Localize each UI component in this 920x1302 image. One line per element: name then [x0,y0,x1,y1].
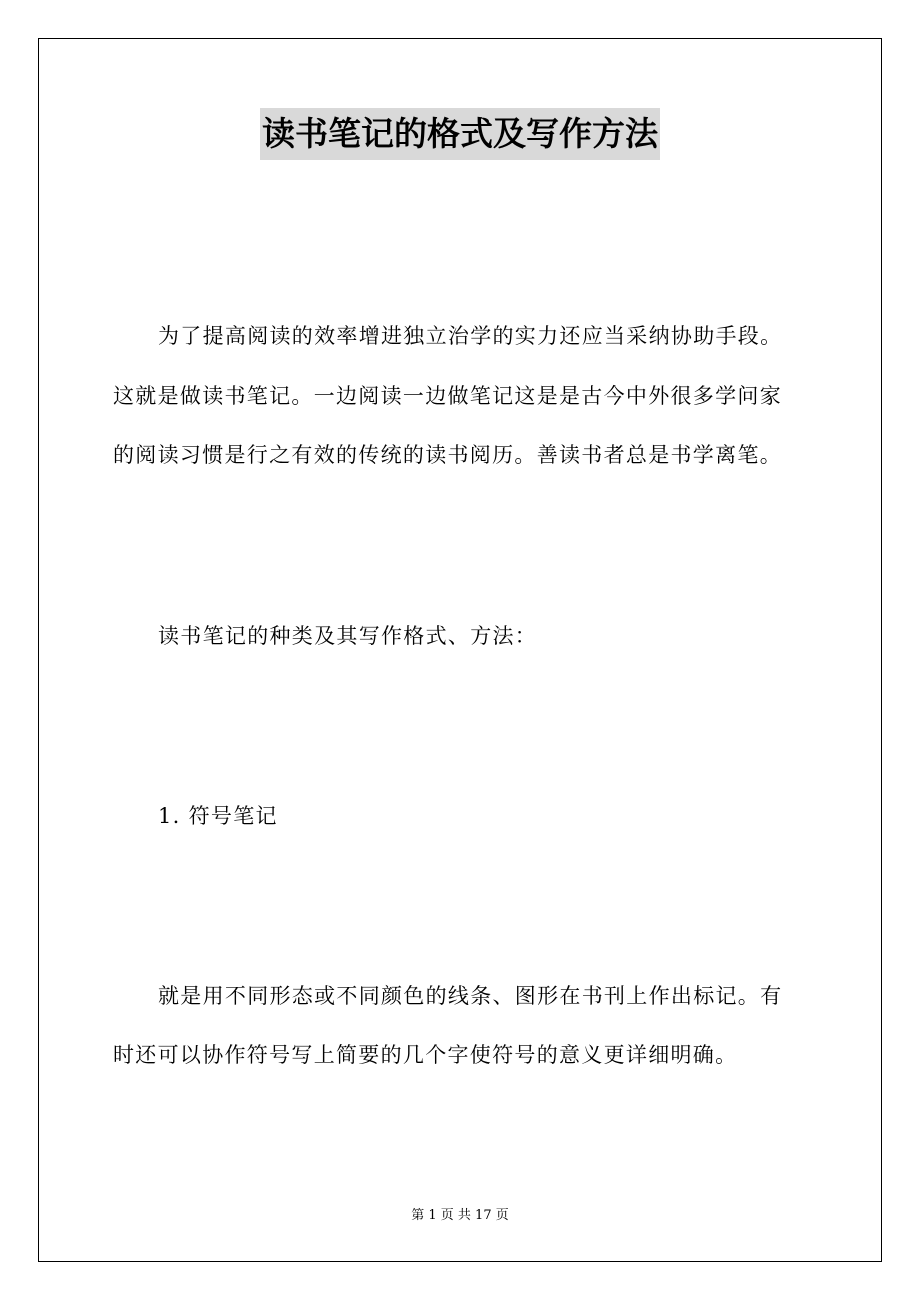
paragraph-1-line-3: 的阅读习惯是行之有效的传统的读书阅历。善读书者总是书学离笔。 [113,443,782,467]
paragraph-1-line-1: 为了提高阅读的效率增进独立治学的实力还应当采纳协助手段。 [158,324,783,348]
document-title [0,108,920,160]
paragraph-1-line-2: 这就是做读书笔记。一边阅读一边做笔记这是是古今中外很多学问家 [113,384,782,408]
paragraph-4-line-2: 时还可以协作符号写上简要的几个字使符号的意义更详细明确。 [113,1043,738,1067]
document-title-text: 读书笔记的格式及写作方法 [260,108,660,160]
section-heading-symbol-notes: 1. 符号笔记 [158,804,278,828]
paragraph-4-line-1: 就是用不同形态或不同颜色的线条、图形在书刊上作出标记。有 [158,984,783,1008]
paragraph-2-line-1: 读书笔记的种类及其写作格式、方法： [158,624,538,648]
page-footer: 第 1 页 共 17 页 [411,1208,509,1223]
